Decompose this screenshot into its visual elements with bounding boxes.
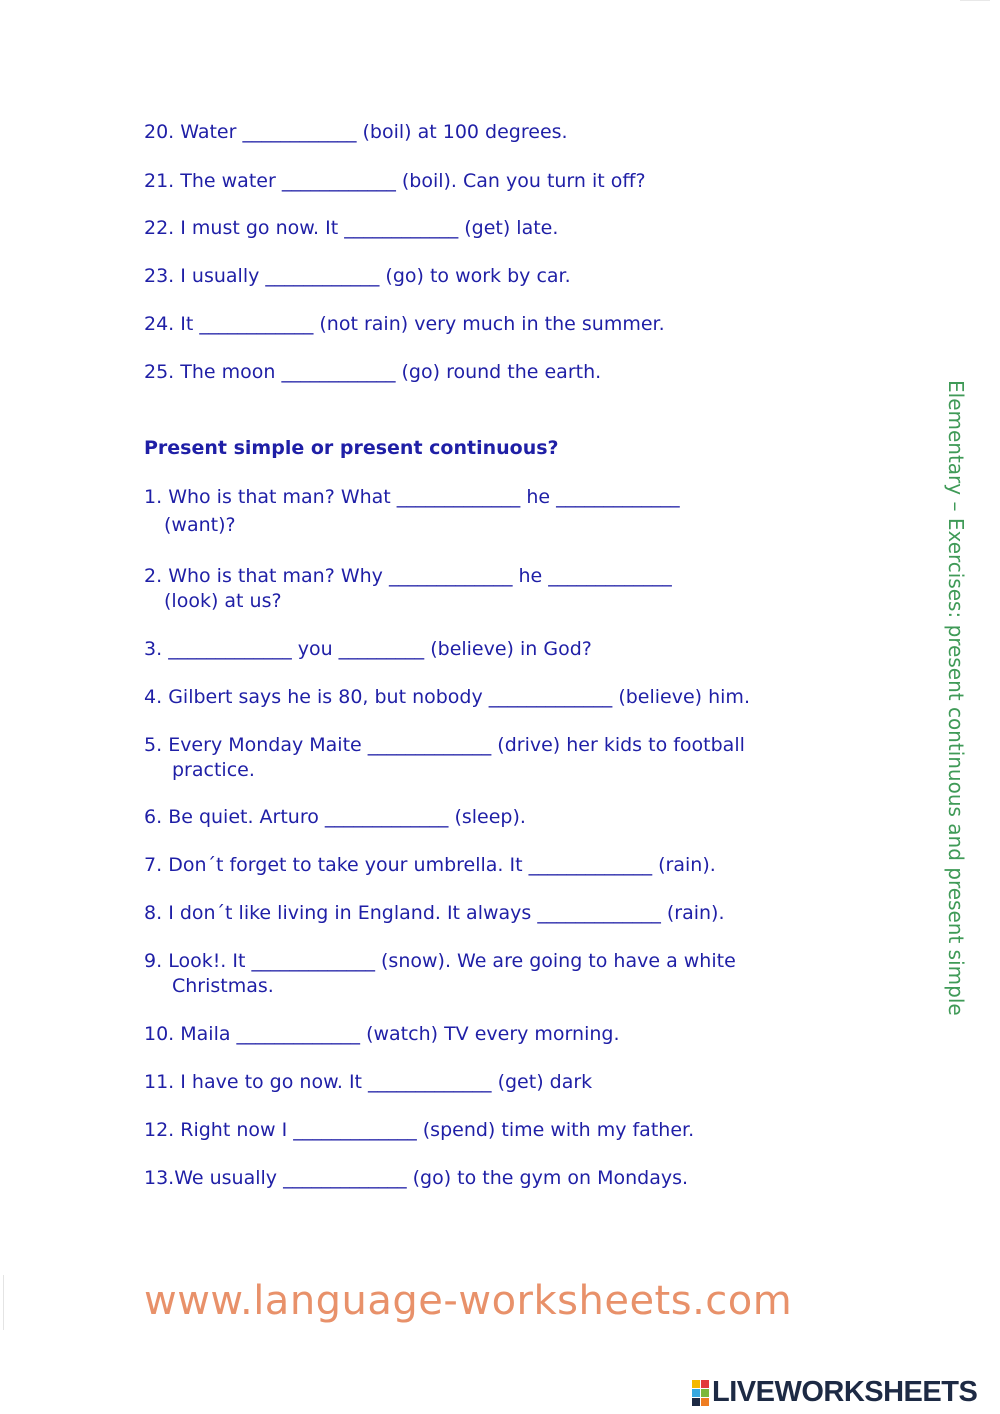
section-heading: Present simple or present continuous? xyxy=(144,437,559,459)
logo-text: LIVEWORKSHEETS xyxy=(712,1376,978,1408)
exercise-p2-12: 12. Right now I _____________ (spend) time with my father. xyxy=(144,1119,695,1141)
exercise-p2-11: 11. I have to go now. It _____________ (get) dark xyxy=(144,1071,593,1093)
page-edge-mark xyxy=(960,0,990,1)
exercise-p2-1: 1. Who is that man? What _____________ he _____________ xyxy=(144,486,680,508)
exercise-p2-3: 3. _____________ you _________ (believe) in God? xyxy=(144,638,592,660)
liveworksheets-logo xyxy=(692,1376,977,1409)
exercise-p2-2: 2. Who is that man? Why _____________ he _____________ xyxy=(144,565,672,587)
exercise-p2-2-continuation: (look) at us? xyxy=(164,590,282,612)
exercise-25: 25. The moon ____________ (go) round the earth. xyxy=(144,361,602,383)
exercise-23: 23. I usually ____________ (go) to work by car. xyxy=(144,265,571,287)
side-title: Elementary – Exercises: present continuous and present simple xyxy=(944,380,968,1016)
exercise-p2-1-continuation: (want)? xyxy=(164,514,236,536)
exercise-21: 21. The water ____________ (boil). Can you turn it off? xyxy=(144,170,646,192)
exercise-p2-7: 7. Don´t forget to take your umbrella. It _____________ (rain). xyxy=(144,854,716,876)
exercise-p2-8: 8. I don´t like living in England. It always _____________ (rain). xyxy=(144,902,725,924)
exercise-p2-5: 5. Every Monday Maite _____________ (drive) her kids to football xyxy=(144,734,745,756)
exercise-p2-9: 9. Look!. It _____________ (snow). We are going to have a white xyxy=(144,950,736,972)
page-edge-mark xyxy=(3,1275,4,1330)
exercise-p2-9-continuation: Christmas. xyxy=(172,975,274,997)
exercise-p2-13: 13.We usually _____________ (go) to the gym on Mondays. xyxy=(144,1167,689,1189)
exercise-24: 24. It ____________ (not rain) very much in the summer. xyxy=(144,313,665,335)
exercise-p2-4: 4. Gilbert says he is 80, but nobody _____________ (believe) him. xyxy=(144,686,750,708)
website-url: www.language-worksheets.com xyxy=(144,1278,793,1324)
exercise-p2-10: 10. Maila _____________ (watch) TV every morning. xyxy=(144,1023,620,1045)
exercise-20: 20. Water ____________ (boil) at 100 degrees. xyxy=(144,121,568,143)
exercise-p2-6: 6. Be quiet. Arturo _____________ (sleep). xyxy=(144,806,526,828)
liveworksheets-icon xyxy=(692,1380,709,1406)
exercise-p2-5-continuation: practice. xyxy=(172,759,255,781)
exercise-22: 22. I must go now. It ____________ (get) late. xyxy=(144,217,559,239)
